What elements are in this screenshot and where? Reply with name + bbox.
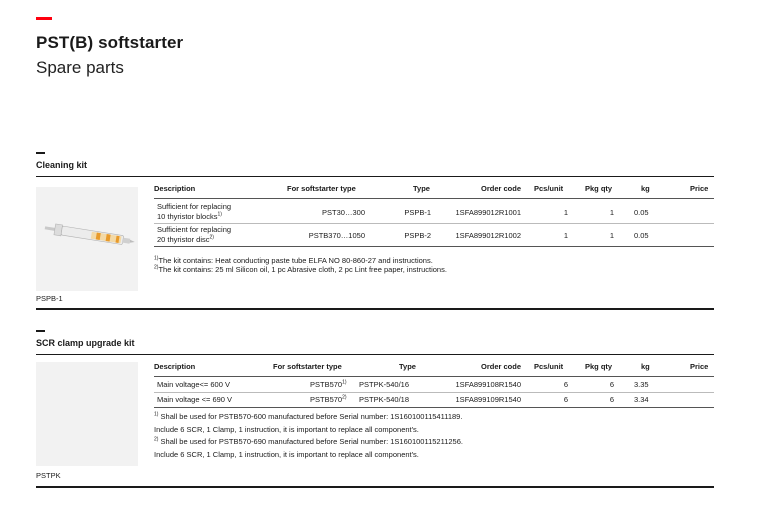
section-dash — [36, 152, 45, 154]
col-header-type: Type — [399, 362, 416, 371]
brand-accent-bar — [36, 17, 52, 20]
table-header-rule — [154, 376, 714, 377]
row-for-type: PST30…300 — [322, 208, 365, 217]
section-bottom-rule — [36, 308, 714, 310]
section-dash — [36, 330, 45, 332]
col-header-price: Price — [690, 184, 709, 193]
row-for-type: PSTB570$^{2)}$ — [310, 394, 347, 404]
row-pcs-unit: 1 — [563, 231, 568, 240]
row-description: Main voltage<= 600 V — [157, 380, 230, 389]
col-header-for-type: For softstarter type — [273, 362, 342, 371]
row-kg: 3.35 — [634, 380, 649, 389]
syringe-icon — [36, 187, 138, 291]
row-for-type: PSTB370…1050 — [308, 231, 365, 240]
row-kg: 3.34 — [634, 395, 649, 404]
footnote: Include 6 SCR, 1 Clamp, 1 instruction, it is important to replace all component's. — [154, 450, 419, 459]
table-bottom-rule — [154, 407, 714, 408]
row-pcs-unit: 1 — [563, 208, 568, 217]
section-rule — [36, 354, 714, 355]
col-header-description: Description — [154, 184, 196, 193]
col-header-pkg-qty: Pkg qty — [585, 184, 613, 193]
row-order-code: 1SFA899109R1540 — [455, 395, 521, 404]
col-header-pkg-qty: Pkg qty — [585, 362, 613, 371]
col-header-order-code: Order code — [480, 184, 521, 193]
section-title-cleaning-kit: Cleaning kit — [36, 160, 88, 170]
footnote: $^{2)}$The kit contains: 25 ml Silicon oil, 1 pc Abrasive cloth, 2 pc Lint free paper, instructions. — [154, 264, 447, 274]
row-type: PSPB-1 — [404, 208, 431, 217]
col-header-pcs-unit: Pcs/unit — [534, 184, 564, 193]
table-header-rule — [154, 198, 714, 199]
col-header-type: Type — [413, 184, 430, 193]
footnote: Include 6 SCR, 1 Clamp, 1 instruction, it is important to replace all component's. — [154, 425, 419, 434]
row-type: PSPB-2 — [404, 231, 431, 240]
section-bottom-rule — [36, 486, 714, 488]
row-divider — [154, 392, 714, 393]
col-header-order-code: Order code — [480, 362, 521, 371]
col-header-description: Description — [154, 362, 196, 371]
footnote: $^{2)}$ Shall be used for PSTB570-690 manufactured before Serial number: 1S160100115211256. — [154, 436, 463, 446]
row-pcs-unit: 6 — [563, 395, 568, 404]
row-pcs-unit: 6 — [563, 380, 568, 389]
table-bottom-rule — [154, 246, 714, 247]
section-title-scr-kit: SCR clamp upgrade kit — [36, 338, 135, 348]
footnote: $^{1)}$The kit contains: Heat conducting paste tube ELFA NO 80-860-27 and instructions. — [154, 255, 433, 265]
row-description: Main voltage <= 690 V — [157, 395, 233, 404]
row-pkg-qty: 6 — [609, 395, 614, 404]
image-label-pstpk: PSTPK — [36, 471, 61, 480]
col-header-kg: kg — [641, 184, 650, 193]
row-kg: 0.05 — [634, 208, 649, 217]
row-pkg-qty: 1 — [609, 231, 614, 240]
page-title: PST(B) softstarter — [36, 33, 184, 52]
row-description: Sufficient for replacing 20 thyristor disc$^{2)}$ — [157, 225, 232, 244]
row-order-code: 1SFA899108R1540 — [455, 380, 521, 389]
col-header-pcs-unit: Pcs/unit — [534, 362, 564, 371]
section-rule — [36, 176, 714, 177]
col-header-for-type: For softstarter type — [287, 184, 356, 193]
page-subtitle: Spare parts — [36, 58, 124, 77]
row-divider — [154, 223, 714, 224]
row-description: Sufficient for replacing 10 thyristor blocks$^{1)}$ — [157, 202, 232, 221]
row-pkg-qty: 6 — [609, 380, 614, 389]
row-pkg-qty: 1 — [609, 208, 614, 217]
row-type: PSTPK-540/16 — [359, 380, 410, 389]
row-for-type: PSTB570$^{1)}$ — [310, 379, 347, 389]
footnote: $^{1)}$ Shall be used for PSTB570-600 manufactured before Serial number: 1S160100115411189. — [154, 411, 463, 421]
product-image-pstpk — [36, 362, 138, 466]
product-image-pspb — [36, 187, 138, 291]
row-order-code: 1SFA899012R1001 — [455, 208, 521, 217]
row-type: PSTPK-540/18 — [359, 395, 410, 404]
image-label-pspb: PSPB-1 — [36, 294, 63, 303]
col-header-price: Price — [690, 362, 709, 371]
col-header-kg: kg — [641, 362, 650, 371]
row-order-code: 1SFA899012R1002 — [455, 231, 521, 240]
row-kg: 0.05 — [634, 231, 649, 240]
